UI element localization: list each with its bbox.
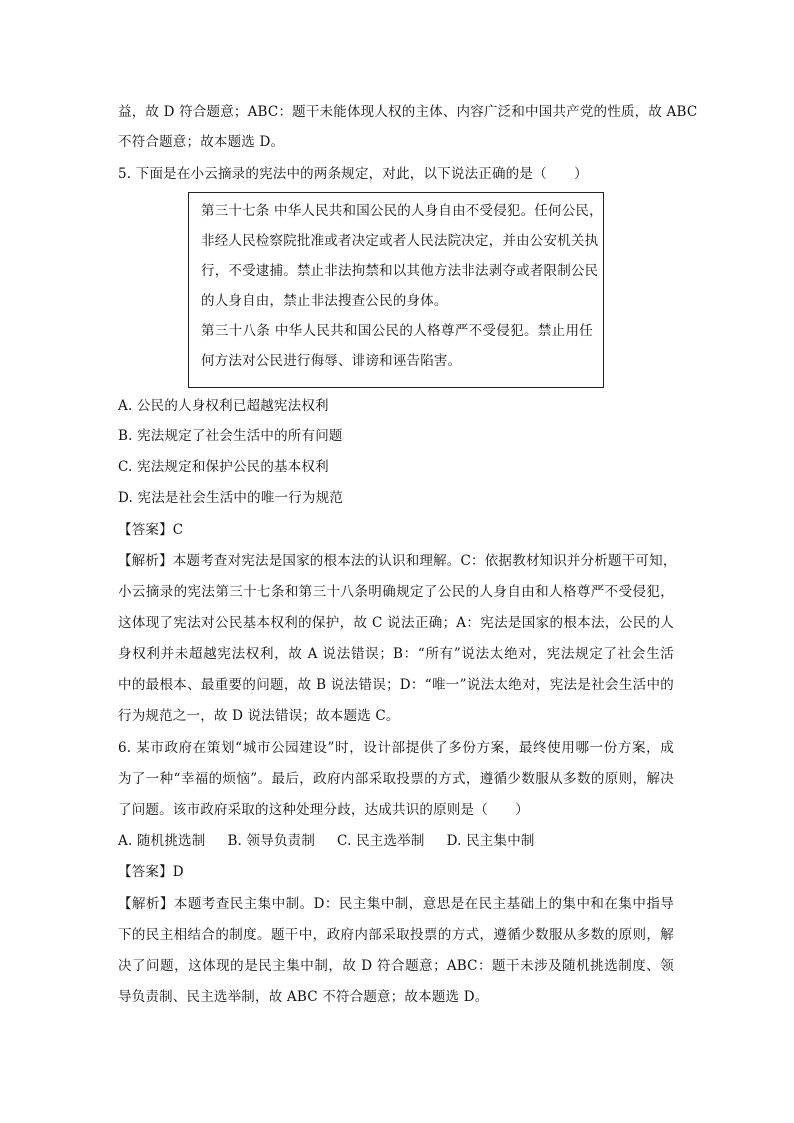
q6-stem-line-2: 为了一种“幸福的烦恼”。最后，政府内部采取投票的方式，遵循少数服从多数的原则，解决 [118, 771, 674, 787]
q6-stem-line-3: 了问题。该市政府采取的这种处理分歧，达成共识的原则是（ ） [118, 802, 529, 818]
q6-option-c: C. 民主选举制 [337, 833, 425, 849]
q5-option-c: C. 宪法规定和保护公民的基本权利 [118, 459, 329, 475]
q6-option-d: D. 民主集中制 [446, 833, 535, 849]
q6-answer: 【答案】D [118, 864, 184, 880]
q5-analysis-line-6: 行为规范之一，故 D 说法错误；故本题选 C。 [118, 708, 400, 724]
q5-box-line-5: 第三十八条 中华人民共和国公民的人格尊严不受侵犯。禁止用任 [201, 323, 593, 339]
q5-analysis-line-4: 身权利并未超越宪法权利，故 A 说法错误；B：“所有”说法太绝对，宪法规定了社会生活 [118, 646, 674, 662]
q5-box-line-1: 第三十七条 中华人民共和国公民的人身自由不受侵犯。任何公民， [201, 203, 603, 219]
prev-analysis-line-1: 益，故 D 符合题意；ABC：题干未能体现人权的主体、内容广泛和中国共产党的性质，故 ABC [118, 104, 698, 120]
q5-box-line-3: 行，不受逮捕。禁止非法拘禁和以其他方法非法剥夺或者限制公民 [201, 263, 599, 279]
q5-stem: 5. 下面是在小云摘录的宪法中的两条规定，对此，以下说法正确的是（ ） [118, 166, 588, 182]
q6-analysis-line-2: 下的民主相结合的制度。题干中，政府内部采取投票的方式，遵循少数服从多数的原则，解 [118, 927, 674, 943]
prev-analysis-line-2: 不符合题意；故本题选 D。 [118, 134, 285, 150]
q5-analysis-line-5: 中的最根本、最重要的问题，故 B 说法错误；D：“唯一”说法太绝对，宪法是社会生活中的 [118, 677, 674, 693]
q5-analysis-line-1: 【解析】本题考查对宪法是国家的根本法的认识和理解。C：依据教材知识并分析题干可知， [118, 553, 677, 569]
q6-option-b: B. 领导负责制 [227, 833, 316, 849]
q5-analysis-line-2: 小云摘录的宪法第三十七条和第三十八条明确规定了公民的人身自由和人格尊严不受侵犯， [118, 584, 674, 600]
q6-analysis-line-3: 决了问题，这体现的是民主集中制，故 D 符合题意；ABC：题干未涉及随机挑选制度、领 [118, 958, 674, 974]
q5-constitution-excerpt-box [188, 192, 604, 388]
q5-box-line-2: 非经人民检察院批准或者决定或者人民法院决定，并由公安机关执 [201, 233, 599, 249]
q5-option-d: D. 宪法是社会生活中的唯一行为规范 [118, 490, 344, 506]
q5-answer: 【答案】C [118, 522, 184, 538]
q5-box-line-6: 何方法对公民进行侮辱、诽谤和诬告陷害。 [201, 353, 462, 369]
q6-analysis-line-1: 【解析】本题考查民主集中制。D：民主集中制，意思是在民主基础上的集中和在集中指导 [118, 896, 674, 912]
q5-option-a: A. 公民的人身权利已超越宪法权利 [118, 398, 329, 414]
q6-analysis-line-4: 导负责制、民主选举制，故 ABC 不符合题意；故本题选 D。 [118, 989, 489, 1005]
q6-option-a: A. 随机挑选制 [118, 833, 206, 849]
q5-box-line-4: 的人身自由，禁止非法搜查公民的身体。 [201, 293, 448, 309]
q5-option-b: B. 宪法规定了社会生活中的所有问题 [118, 428, 343, 444]
q6-options-row [118, 831, 535, 851]
q6-stem-line-1: 6. 某市政府在策划“城市公园建设”时，设计部提供了多份方案，最终使用哪一份方案，成 [118, 740, 674, 756]
q5-analysis-line-3: 这体现了宪法对公民基本权利的保护，故 C 说法正确；A：宪法是国家的根本法，公民的人 [118, 615, 674, 631]
